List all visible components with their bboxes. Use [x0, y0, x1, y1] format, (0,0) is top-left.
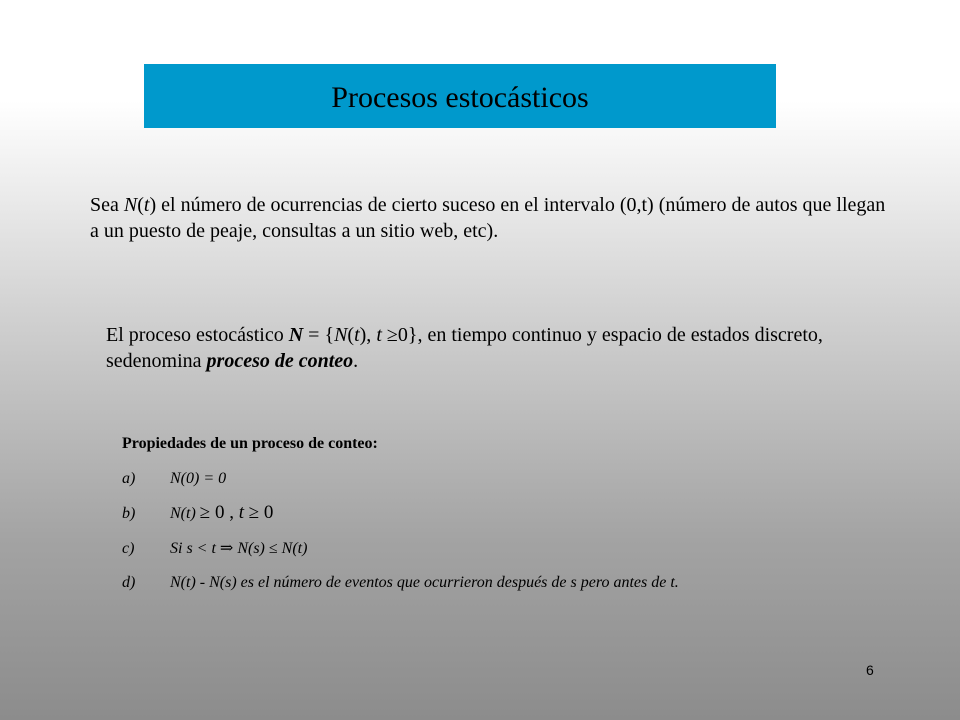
para2-bold-n-symbol: N — [288, 324, 304, 346]
property-item-b — [122, 503, 922, 523]
property-b-t: t — [238, 502, 244, 523]
property-b-big: ≥ 0 , — [199, 502, 239, 523]
property-letter: d) — [122, 574, 136, 591]
properties-section — [122, 434, 922, 607]
para2-n-symbol: N — [334, 324, 348, 346]
title-bar — [144, 64, 776, 128]
property-text: N(0) = 0 — [170, 470, 227, 487]
counting-process-paragraph — [106, 322, 906, 374]
property-item-a — [122, 469, 922, 489]
property-item-c — [122, 539, 922, 559]
counting-process-term: proceso de conteo — [206, 350, 354, 372]
property-letter: a) — [122, 470, 136, 487]
property-item-d — [122, 573, 922, 593]
para1-n-symbol: N — [123, 194, 138, 216]
para2-text-5: ≥0}, en tiempo continuo y espacio de estados discreto, sedenomina — [106, 324, 823, 372]
para2-text-2: = { — [303, 324, 335, 346]
para2-text-4: ), — [359, 324, 377, 346]
para2-t2-symbol: t — [376, 324, 382, 346]
para1-open-paren: ( — [137, 194, 144, 216]
para2-text-6: . — [353, 350, 359, 372]
property-b-post: ≥ 0 — [244, 502, 274, 523]
property-text: Si s < t ⇒ N(s) ≤ N(t) — [170, 540, 308, 557]
para1-t-symbol: t — [143, 194, 150, 216]
para2-text-3: ( — [347, 324, 355, 346]
definition-paragraph — [90, 192, 890, 244]
property-text — [170, 503, 273, 524]
para2-text-1: El proceso estocástico — [106, 324, 289, 346]
para1-text-1: Sea — [90, 194, 124, 216]
property-text: N(t) - N(s) es el número de eventos que ocurrieron después de s pero antes de t. — [170, 574, 679, 591]
property-letter: c) — [122, 540, 135, 557]
para1-text-2: ) el número de ocurrencias de cierto suceso en el intervalo (0,t) (número de autos que llegan a un puesto de peaje, consultas a un sitio web, etc). — [90, 194, 886, 242]
property-letter: b) — [122, 505, 136, 522]
properties-heading: Propiedades de un proceso de conteo: — [122, 435, 378, 452]
para2-t-symbol: t — [354, 324, 360, 346]
page-number: 6 — [866, 662, 874, 678]
slide-title: Procesos estocásticos — [331, 81, 589, 114]
property-b-pre: N(t) — [170, 505, 200, 522]
